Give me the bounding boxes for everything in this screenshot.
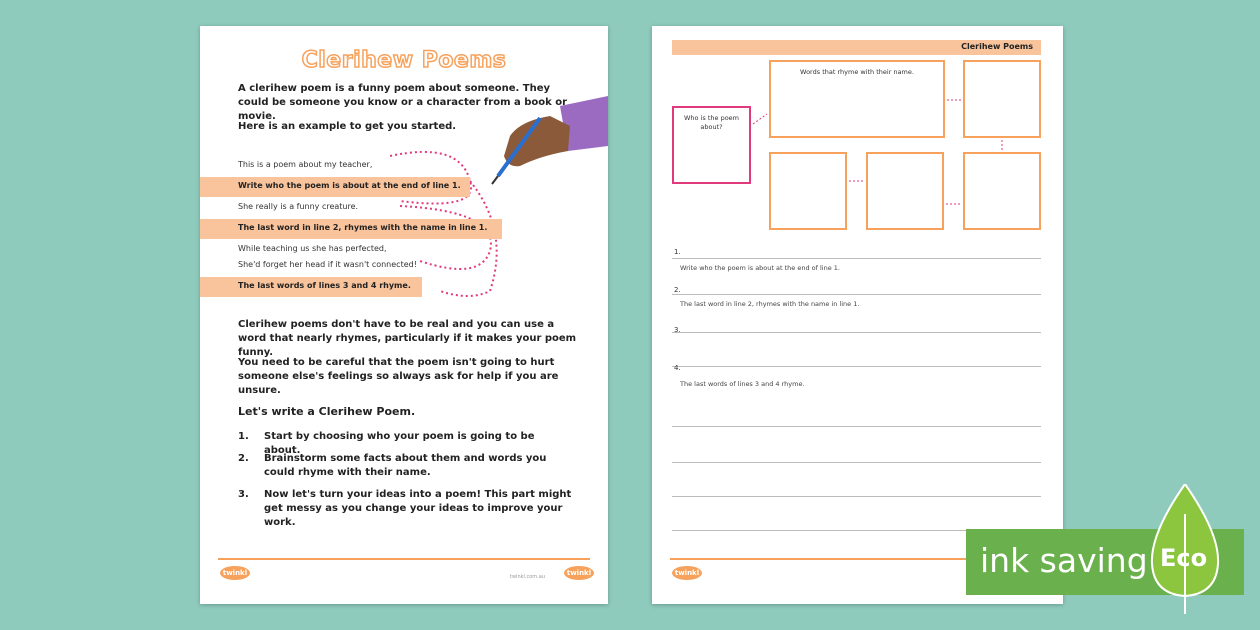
line-hint: The last words of lines 3 and 4 rhyme. [680, 380, 805, 388]
instruction-band-2 [200, 219, 502, 239]
instruction-text: The last words of lines 3 and 4 rhyme. [238, 281, 411, 290]
intro-paragraph: A clerihew poem is a funny poem about someone. They could be someone you know or a character from a book or movie. [238, 83, 568, 122]
caution-paragraph: You need to be careful that the poem isn't going to hurt someone else's feelings so always ask for help if you are unsure. [238, 357, 559, 396]
poem-line-4: She'd forget her head if it wasn't connected! [238, 260, 417, 269]
instruction-text: Write who the poem is about at the end of line 1. [238, 181, 461, 190]
footer-divider [218, 558, 590, 560]
step-text: Now let's turn your ideas into a poem! This part might get messy as you change your ideas to improve your work. [264, 489, 572, 528]
poem-line-3: While teaching us she has perfected, [238, 244, 387, 253]
step-number: 1. [238, 431, 249, 442]
step-number: 3. [238, 489, 249, 500]
twinkl-logo: twinkl [564, 566, 594, 580]
worksheet-page-2 [652, 26, 1063, 604]
step-text: Brainstorm some facts about them and words you could rhyme with their name. [264, 453, 547, 478]
writing-line [672, 496, 1041, 497]
twinkl-logo: twinkl [672, 566, 702, 580]
writing-line [672, 332, 1041, 333]
explanation-paragraph: Clerihew poems don't have to be real and you can use a word that nearly rhymes, particularly if it makes your poem funny. [238, 319, 577, 358]
rhyme-box-label: Words that rhyme with their name. [800, 68, 914, 76]
twinkl-logo: twinkl [220, 566, 250, 580]
eco-label: Eco [1160, 544, 1208, 572]
line-number: 3. [674, 326, 681, 334]
flow-arrows [652, 26, 1063, 266]
ink-saving-text: ink saving [980, 541, 1148, 580]
footer-url: twinkl.com.au [510, 574, 545, 580]
writing-line [672, 426, 1041, 427]
line-hint: The last word in line 2, rhymes with the name in line 1. [680, 300, 860, 308]
worksheet-page-1 [200, 26, 608, 604]
writing-line [672, 366, 1041, 367]
writing-line [672, 462, 1041, 463]
line-number: 4. [674, 364, 681, 372]
header-title: Clerihew Poems [961, 42, 1033, 51]
instruction-band-1 [200, 177, 470, 197]
who-box-label: Who is the poem about? [683, 114, 739, 131]
step-text: Start by choosing who your poem is going to be about. [264, 431, 535, 456]
page-title: Clerihew Poems [301, 48, 507, 73]
poem-line-1: This is a poem about my teacher, [238, 160, 373, 169]
poem-line-2: She really is a funny creature. [238, 202, 359, 211]
instruction-text: The last word in line 2, rhymes with the name in line 1. [238, 223, 488, 232]
writing-line [672, 258, 1041, 259]
line-hint: Write who the poem is about at the end of line 1. [680, 264, 840, 272]
line-number: 1. [674, 248, 681, 256]
intro-example-text: Here is an example to get you started. [238, 121, 457, 132]
step-number: 2. [238, 453, 249, 464]
writing-line [672, 294, 1041, 295]
line-number: 2. [674, 286, 681, 294]
instruction-band-3 [200, 277, 422, 297]
section-heading: Let's write a Clerihew Poem. [238, 405, 416, 418]
